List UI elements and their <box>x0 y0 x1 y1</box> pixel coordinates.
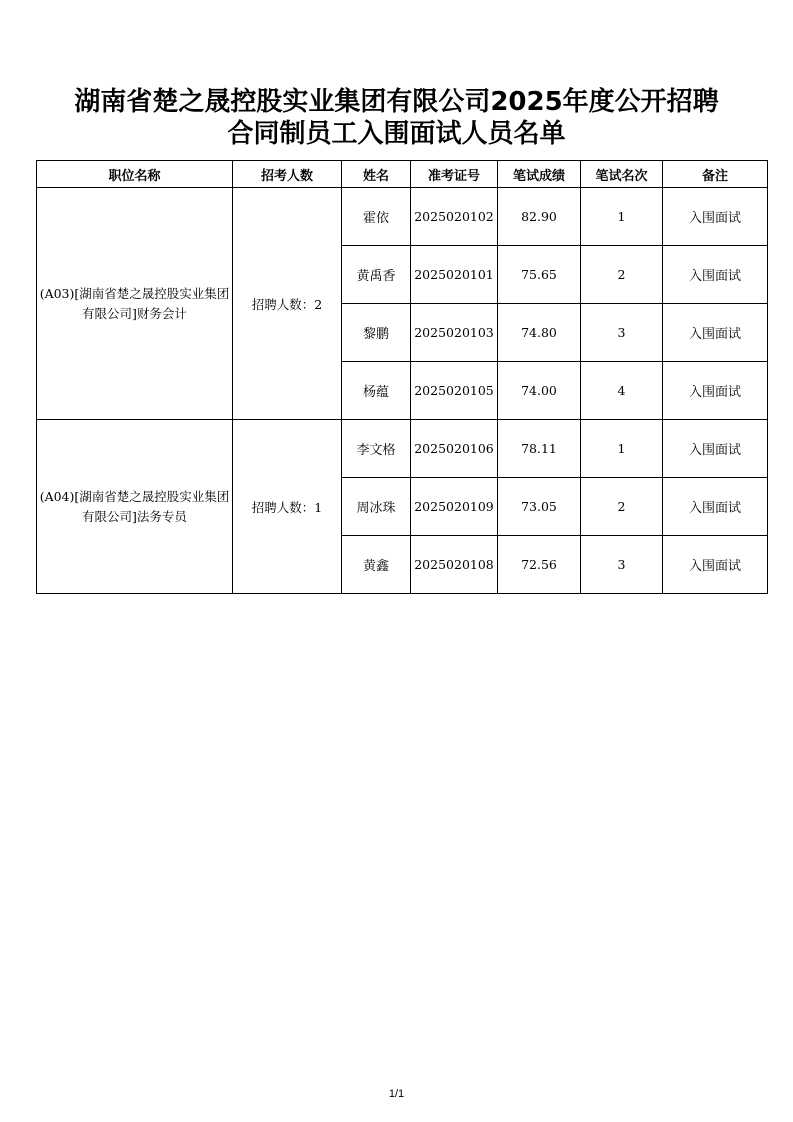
position-cell: (A03)[湖南省楚之晟控股实业集团有限公司]财务会计 <box>37 188 233 420</box>
rank: 3 <box>581 536 663 594</box>
rank: 1 <box>581 188 663 246</box>
rank: 3 <box>581 304 663 362</box>
header-score: 笔试成绩 <box>498 161 581 188</box>
score: 78.11 <box>498 420 581 478</box>
score: 73.05 <box>498 478 581 536</box>
note: 入围面试 <box>663 478 768 536</box>
document-title-line1: 湖南省楚之晟控股实业集团有限公司2025年度公开招聘 <box>74 87 719 117</box>
note: 入围面试 <box>663 246 768 304</box>
note: 入围面试 <box>663 536 768 594</box>
header-note: 备注 <box>663 161 768 188</box>
note: 入围面试 <box>663 188 768 246</box>
interview-list-table <box>36 160 768 594</box>
exam-id: 2025020105 <box>411 362 498 420</box>
exam-id: 2025020101 <box>411 246 498 304</box>
candidate-name: 霍依 <box>342 188 411 246</box>
page-number: 1/1 <box>388 1088 405 1100</box>
score: 74.00 <box>498 362 581 420</box>
note: 入围面试 <box>663 362 768 420</box>
table-header-row <box>37 161 768 188</box>
score: 75.65 <box>498 246 581 304</box>
rank: 4 <box>581 362 663 420</box>
header-name: 姓名 <box>342 161 411 188</box>
rank: 2 <box>581 478 663 536</box>
note: 入围面试 <box>663 420 768 478</box>
header-rank: 笔试名次 <box>581 161 663 188</box>
recruit-count-cell: 招聘人数：2 <box>233 188 342 420</box>
header-recruit-count: 招考人数 <box>233 161 342 188</box>
header-exam-id: 准考证号 <box>411 161 498 188</box>
rank: 1 <box>581 420 663 478</box>
exam-id: 2025020108 <box>411 536 498 594</box>
candidate-name: 周冰珠 <box>342 478 411 536</box>
candidate-name: 黄鑫 <box>342 536 411 594</box>
candidate-name: 杨蕴 <box>342 362 411 420</box>
document-title-line2: 合同制员工入围面试人员名单 <box>227 119 566 149</box>
header-position: 职位名称 <box>37 161 233 188</box>
exam-id: 2025020109 <box>411 478 498 536</box>
recruit-count-cell: 招聘人数：1 <box>233 420 342 594</box>
candidate-name: 黎鹏 <box>342 304 411 362</box>
exam-id: 2025020106 <box>411 420 498 478</box>
candidate-name: 李文格 <box>342 420 411 478</box>
exam-id: 2025020103 <box>411 304 498 362</box>
rank: 2 <box>581 246 663 304</box>
table-row <box>37 420 768 478</box>
candidate-name: 黄禹香 <box>342 246 411 304</box>
note: 入围面试 <box>663 304 768 362</box>
score: 74.80 <box>498 304 581 362</box>
table-row <box>37 188 768 246</box>
score: 82.90 <box>498 188 581 246</box>
position-cell: (A04)[湖南省楚之晟控股实业集团有限公司]法务专员 <box>37 420 233 594</box>
score: 72.56 <box>498 536 581 594</box>
exam-id: 2025020102 <box>411 188 498 246</box>
